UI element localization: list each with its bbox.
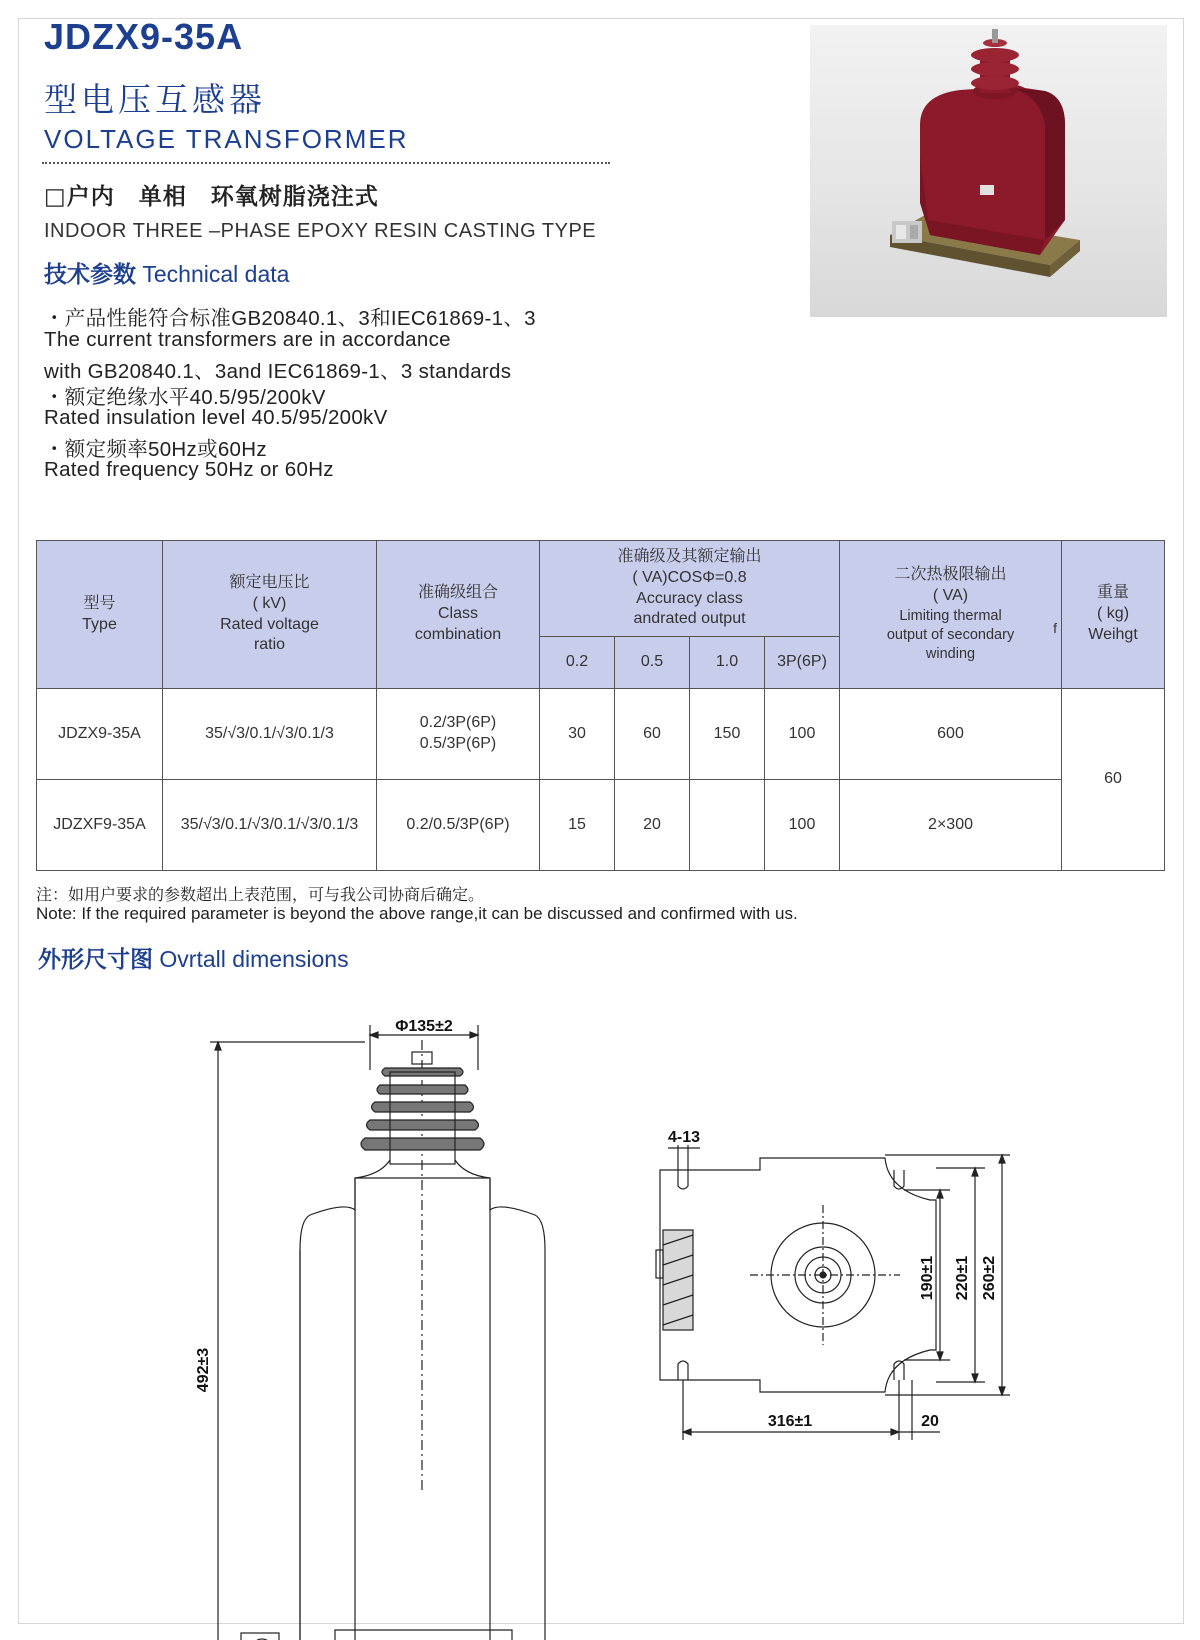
header-acc-0.2: 0.2 [540, 637, 615, 689]
cell-acc-0.2: 30 [540, 689, 615, 780]
dimensions-heading-cn: 外形尺寸图 [38, 947, 153, 973]
tech-line: ・额定频率50Hz或60Hz [44, 438, 267, 461]
dotted-divider [42, 162, 610, 164]
dim-316: 316±1 [767, 1413, 813, 1430]
note-chinese: 注：如用户要求的参数超出上表范围，可与我公司协商后确定。 [36, 885, 485, 904]
header-acc-3p: 3P(6P) [765, 637, 840, 689]
dim-220: 220±1 [954, 1255, 971, 1301]
tech-line: Rated insulation level 40.5/95/200kV [44, 406, 388, 429]
cell-acc-1.0 [690, 780, 765, 871]
note-english: Note: If the required parameter is beyond the above range,it can be discussed and confirmed with us. [36, 904, 798, 923]
tech-line: ・额定绝缘水平40.5/95/200kV [44, 386, 326, 409]
cell-class: 0.2/0.5/3P(6P) [377, 780, 540, 871]
voltage-transformer-image [810, 25, 1167, 317]
front-view-drawing [195, 1010, 580, 1530]
dim-height: 492±3 [195, 1347, 212, 1393]
cell-type: JDZXF9-35A [37, 780, 163, 871]
cell-acc-0.5: 20 [615, 780, 690, 871]
subtitle-chinese: □户内 单相 环氧树脂浇注式 [44, 184, 379, 210]
header-acc-1.0: 1.0 [690, 637, 765, 689]
header-weight: 重量 ( kg) Weihgt [1062, 541, 1165, 689]
tech-line: The current transformers are in accordance [44, 328, 451, 351]
title-english: VOLTAGE TRANSFORMER [44, 124, 409, 154]
cell-acc-3p: 100 [765, 689, 840, 780]
tech-line: Rated frequency 50Hz or 60Hz [44, 458, 334, 481]
spec-table [36, 540, 1165, 871]
cell-ratio: 35/√3/0.1/√3/0.1/3 [163, 689, 377, 780]
technical-data-heading-cn: 技术参数 [44, 262, 136, 288]
tech-line: ・产品性能符合标准GB20840.1、3和IEC61869-1、3 [44, 307, 536, 330]
dimensions-heading [38, 941, 349, 974]
header-rated-voltage: 额定电压比 ( kV) Rated voltage ratio [163, 541, 377, 689]
cell-acc-0.2: 15 [540, 780, 615, 871]
cell-type: JDZX9-35A [37, 689, 163, 780]
table-row [37, 689, 1165, 780]
model-number: JDZX9-35A [44, 16, 244, 57]
cell-class: 0.2/3P(6P) 0.5/3P(6P) [377, 689, 540, 780]
dim-top-diameter: Φ135±2 [395, 1018, 453, 1035]
technical-data-heading [44, 256, 289, 289]
dim-190: 190±1 [919, 1255, 936, 1301]
dim-260: 260±2 [981, 1255, 998, 1301]
product-photo [810, 25, 1167, 317]
cell-acc-0.5: 60 [615, 689, 690, 780]
title-chinese: 型电压互感器 [44, 80, 266, 119]
cell-ratio: 35/√3/0.1/√3/0.1/√3/0.1/3 [163, 780, 377, 871]
header-accuracy: 准确级及其额定输出 ( VA)COSΦ=0.8 Accuracy class andrated output [540, 541, 840, 637]
dim-holes: 4-13 [667, 1129, 701, 1146]
tech-line: with GB20840.1、3and IEC61869-1、3 standards [44, 360, 512, 383]
table-row [37, 780, 1165, 871]
cell-limit: 600 [840, 689, 1062, 780]
subtitle-english: INDOOR THREE –PHASE EPOXY RESIN CASTING TYPE [44, 220, 597, 242]
cell-weight: 60 [1062, 689, 1165, 871]
header-limit: 二次热极限输出 ( VA) Limiting thermal output of secondary winding f [840, 541, 1062, 689]
cell-acc-3p: 100 [765, 780, 840, 871]
dimensions-heading-en: Ovrtall dimensions [159, 946, 349, 972]
header-class: 准确级组合 Class combination [377, 541, 540, 689]
header-limit-mark: f [1053, 620, 1058, 636]
cell-limit: 2×300 [840, 780, 1062, 871]
dim-20: 20 [921, 1413, 939, 1430]
top-view-drawing [640, 1129, 1080, 1450]
cell-acc-1.0: 150 [690, 689, 765, 780]
technical-data-heading-en: Technical data [142, 261, 290, 287]
header-acc-0.5: 0.5 [615, 637, 690, 689]
header-type: 型号 Type [37, 541, 163, 689]
